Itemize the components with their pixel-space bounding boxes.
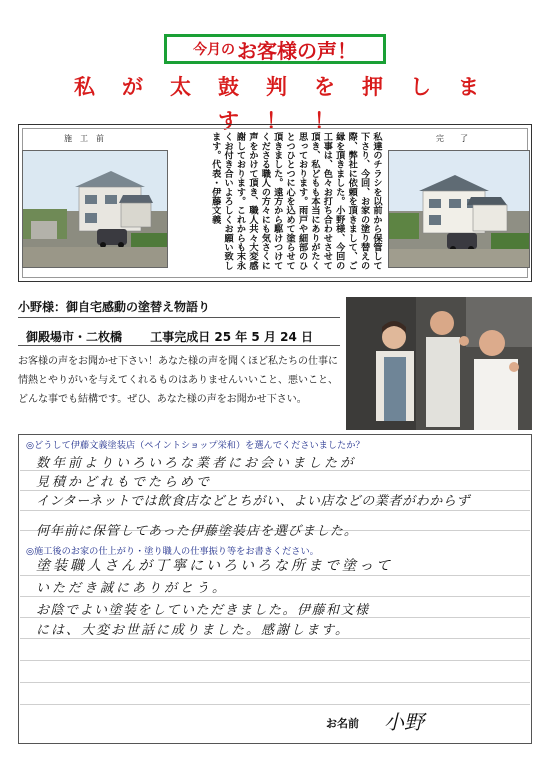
answer-2-line-1: 塗装職人さんが丁寧にいろいろな所まで塗って bbox=[36, 558, 393, 574]
rule-line bbox=[20, 660, 530, 661]
rule-line bbox=[20, 704, 530, 705]
section-rule bbox=[18, 317, 340, 318]
location-rule bbox=[18, 345, 340, 346]
location bbox=[26, 328, 313, 345]
rule-line bbox=[20, 682, 530, 683]
section-title: 小野様：御自宅感動の塗替え物語り bbox=[18, 300, 211, 314]
headline-line-1: 私が太鼓判を押しま bbox=[74, 74, 506, 99]
title-box bbox=[164, 34, 386, 64]
location-text: 御殿場市・二枚橋 bbox=[26, 330, 123, 344]
answer-1-line-2: 見積かどれもでたらめで bbox=[36, 475, 213, 490]
title-big: お客様の声！ bbox=[237, 38, 357, 63]
question-2: ◎施工後のお家の仕上がり・塗り職人の仕事振り等をお書きください。 bbox=[26, 546, 319, 557]
rule-line bbox=[20, 575, 530, 576]
after-photo bbox=[388, 150, 530, 268]
rule-line bbox=[20, 596, 530, 597]
answer-2-line-2: いただき誠にありがとう。 bbox=[36, 581, 229, 596]
answer-1-line-3: インターネットでは飲食店などとちがい、よい店などの業者がわからず bbox=[36, 494, 471, 509]
story-text: 私達のチラシを以前から保管して下さり、今回、お家の塗り替えの際、弊社に依頼を頂きまして、ご縁を頂きました。小野様、今回の工事は、色々お打ち合わせさせて頂き、私どもも本当にありがたく思っております。雨戸や細部のひとつひとつに心を込めて塗らせて頂きました。遠方から駆けつけてくださる職人の方々にも気さくに声をかけて頂き、職人共々大変感謝しております。これからも末永くお付き合いよろしくお願い致します。代表・伊藤文義 bbox=[209, 132, 382, 270]
customer-photo bbox=[346, 297, 532, 430]
answer-1-line-4: 何年前に保管してあった伊藤塗装店を選びました。 bbox=[36, 524, 358, 539]
before-label: 施 工 前 bbox=[64, 134, 104, 143]
headline-line-2: す！！ bbox=[218, 108, 362, 133]
title-small: 今月の bbox=[193, 42, 235, 58]
name-value: 小野 bbox=[384, 710, 424, 734]
answer-2-line-3: お陰でよい塗装をしていただきました。伊藤和文様 bbox=[36, 603, 370, 618]
completion-date: 工事完成日 25 年 5 月 24 日 bbox=[150, 330, 314, 344]
intro-text: お客様の声をお聞かせ下さい！あなた様の声を聞くほど私たちの仕事に情熱とやりがいを与えてくれるものはありませんいいこと、悪いこと、どんな事でも結構です。ぜひ、あなた様の声をお聞かせ下さい。 bbox=[18, 356, 338, 405]
rule-line bbox=[20, 510, 530, 511]
after-label: 完 了 bbox=[436, 134, 468, 143]
rule-line bbox=[20, 638, 530, 639]
answer-2-line-4: には、大変お世話に成りました。感謝します。 bbox=[36, 623, 350, 638]
name-label: お名前 bbox=[326, 717, 359, 730]
question-1: ◎どうして伊藤文義塗装店（ペイントショップ栄和）を選んでくださいましたか？ bbox=[26, 440, 365, 451]
answer-1-line-1: 数年前よりいろいろな業者にお会いましたが bbox=[36, 456, 357, 471]
before-photo bbox=[22, 150, 168, 268]
